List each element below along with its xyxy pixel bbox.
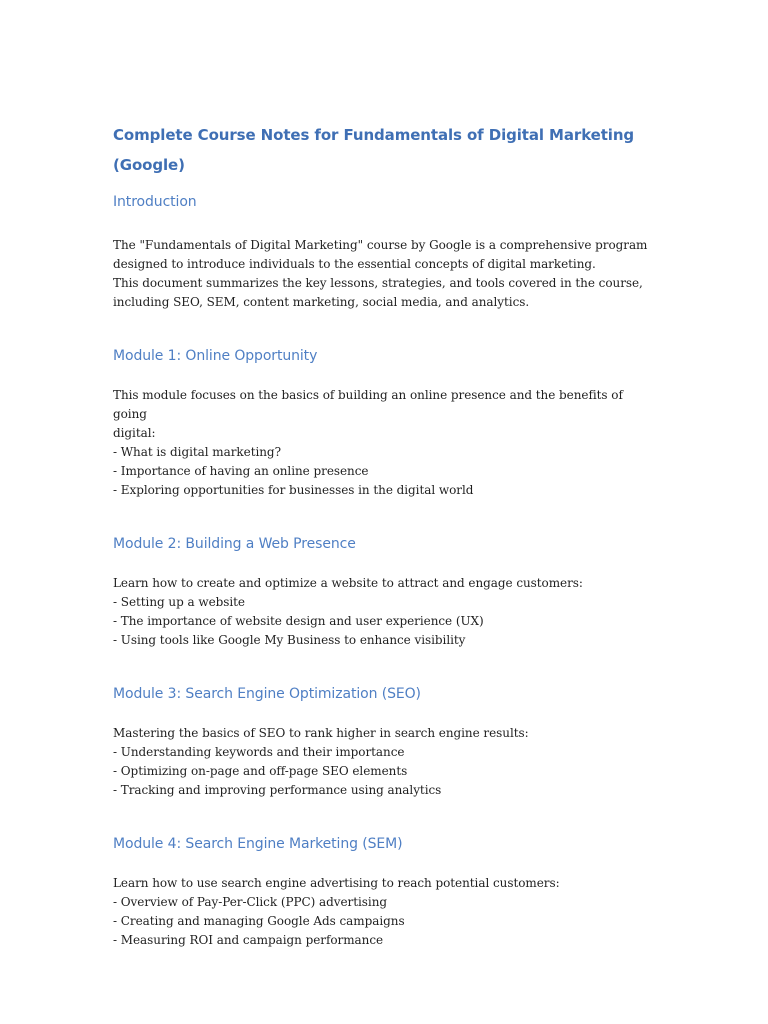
module-1-bullet: - Exploring opportunities for businesses in the digital world — [113, 483, 474, 497]
module-1-line: This module focuses on the basics of building an online presence and the benefits of going — [113, 388, 623, 421]
document-content — [113, 120, 653, 950]
module-4-bullet: - Measuring ROI and campaign performance — [113, 933, 384, 947]
module-3-line: Mastering the basics of SEO to rank higher in search engine results: — [113, 726, 529, 740]
module-4-bullet: - Overview of Pay-Per-Click (PPC) advertising — [113, 895, 388, 909]
module-2-heading: Module 2: Building a Web Presence — [113, 536, 356, 552]
introduction-line: designed to introduce individuals to the essential concepts of digital marketing. — [113, 257, 596, 271]
module-3-bullet: - Tracking and improving performance using analytics — [113, 783, 442, 797]
module-3-heading: Module 3: Search Engine Optimization (SEO) — [113, 686, 421, 702]
module-2-line: Learn how to create and optimize a website to attract and engage customers: — [113, 576, 583, 590]
module-2-bullet: - Using tools like Google My Business to enhance visibility — [113, 633, 466, 647]
module-2-bullet: - Setting up a website — [113, 595, 245, 609]
module-2-paragraph — [113, 574, 653, 650]
module-4-heading: Module 4: Search Engine Marketing (SEM) — [113, 836, 403, 852]
module-1-paragraph — [113, 386, 653, 500]
module-1-bullet: - What is digital marketing? — [113, 445, 281, 459]
module-1-line: digital: — [113, 426, 156, 440]
module-1-heading: Module 1: Online Opportunity — [113, 348, 318, 364]
introduction-line: This document summarizes the key lessons, strategies, and tools covered in the course, — [113, 276, 643, 290]
introduction-paragraph — [113, 236, 653, 312]
introduction-line: The "Fundamentals of Digital Marketing" course by Google is a comprehensive program — [113, 238, 648, 252]
module-4-bullet: - Creating and managing Google Ads campaigns — [113, 914, 405, 928]
module-3-bullet: - Understanding keywords and their importance — [113, 745, 405, 759]
module-2-bullet: - The importance of website design and user experience (UX) — [113, 614, 484, 628]
module-4-paragraph — [113, 874, 653, 950]
module-3-paragraph — [113, 724, 653, 800]
introduction-heading: Introduction — [113, 194, 197, 210]
introduction-line: including SEO, SEM, content marketing, social media, and analytics. — [113, 295, 530, 309]
module-4-line: Learn how to use search engine advertising to reach potential customers: — [113, 876, 560, 890]
document-title: Complete Course Notes for Fundamentals of Digital Marketing (Google) — [113, 126, 635, 174]
module-3-bullet: - Optimizing on-page and off-page SEO elements — [113, 764, 408, 778]
module-1-bullet: - Importance of having an online presence — [113, 464, 369, 478]
